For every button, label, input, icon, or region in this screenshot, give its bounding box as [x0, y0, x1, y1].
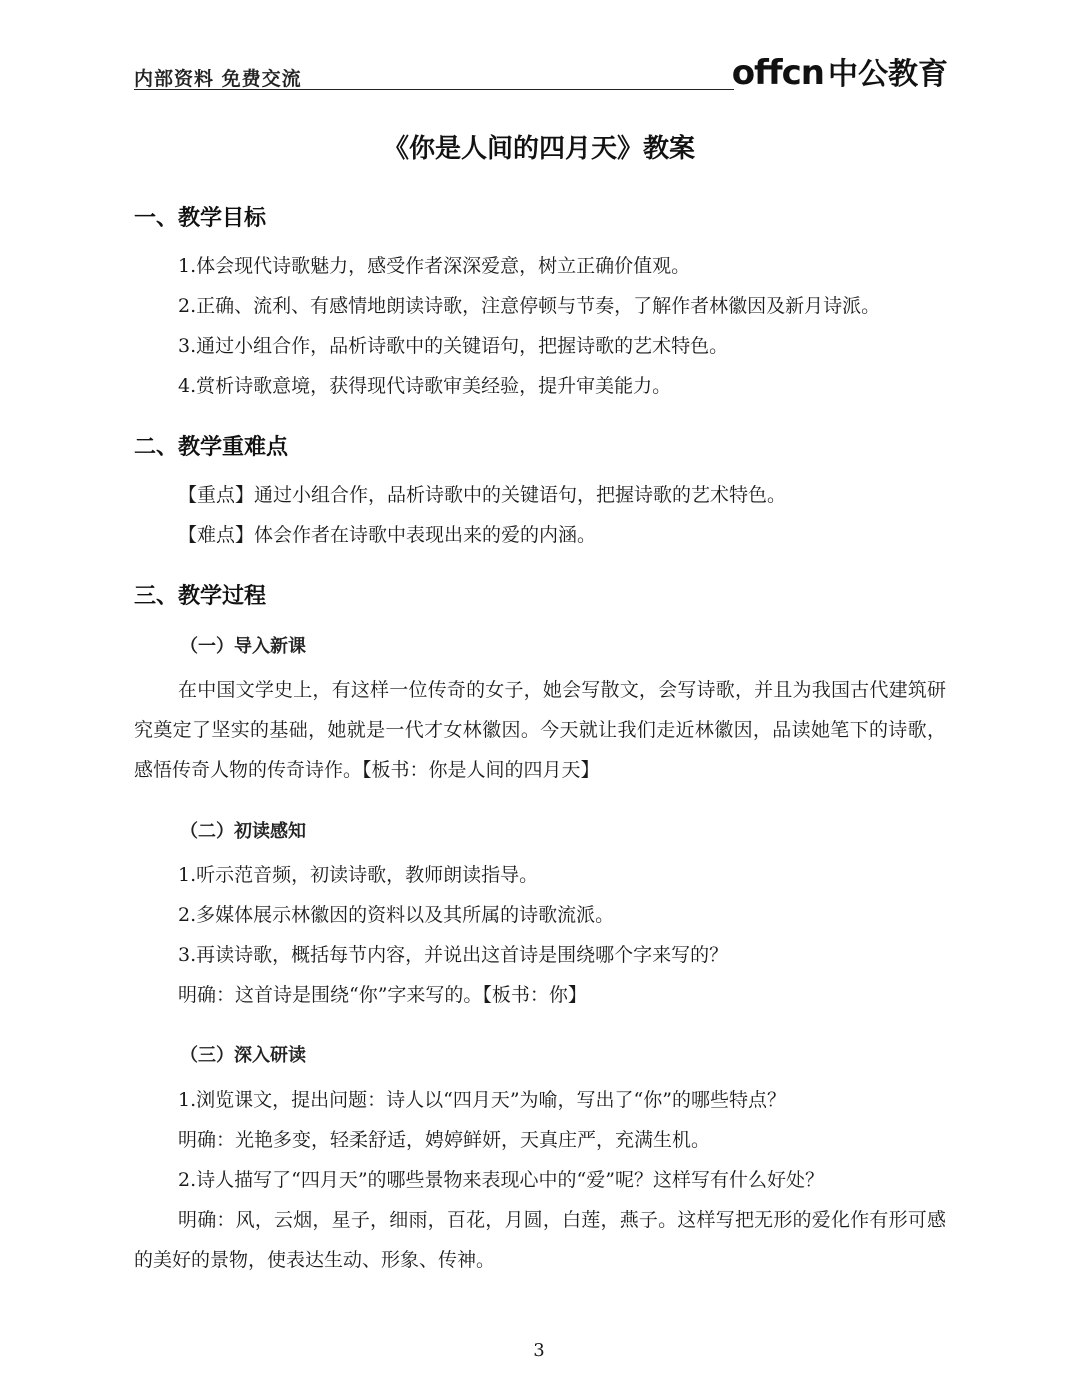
objective-item: 1.体会现代诗歌魅力，感受作者深深爱意，树立正确价值观。	[178, 255, 691, 277]
subsection-heading-deep-reading: （三）深入研读	[180, 1045, 306, 1066]
logo-chinese: 中公教育	[828, 57, 948, 92]
document-title: 《你是人间的四月天》教案	[382, 134, 695, 164]
key-point-item: 【重点】通过小组合作，品析诗歌中的关键语句，把握诗歌的艺术特色。	[178, 484, 787, 506]
objective-item: 2.正确、流利、有感情地朗读诗歌，注意停顿与节奏，了解作者林徽因及新月诗派。	[178, 295, 881, 317]
difficulty-item: 【难点】体会作者在诗歌中表现出来的爱的内涵。	[178, 524, 597, 546]
objective-item: 4.赏析诗歌意境，获得现代诗歌审美经验，提升审美能力。	[178, 375, 672, 397]
logo-wordmark: offcn	[731, 53, 824, 93]
header-divider	[134, 89, 734, 90]
section-heading-process: 三、教学过程	[134, 584, 267, 609]
answer-item: 明确：这首诗是围绕“你”字来写的。【板书：你】	[178, 984, 587, 1006]
answer-paragraph: 明确：风，云烟，星子，细雨，百花，月圆，白莲，燕子。这样写把无形的爱化作有形可感的美好的景物，使表达生动、形象、传神。	[134, 1209, 946, 1271]
section-heading-objectives: 一、教学目标	[134, 206, 267, 231]
page-header	[134, 48, 948, 92]
offcn-logo	[731, 48, 948, 93]
section-heading-key-points: 二、教学重难点	[134, 435, 289, 460]
list-item: 1.听示范音频，初读诗歌，教师朗读指导。	[178, 864, 539, 886]
objective-item: 3.通过小组合作，品析诗歌中的关键语句，把握诗歌的艺术特色。	[178, 335, 729, 357]
page-number: 3	[533, 1340, 545, 1361]
subsection-heading-first-reading: （二）初读感知	[180, 821, 306, 842]
header-label: 内部资料 免费交流	[134, 68, 302, 90]
intro-paragraph: 在中国文学史上，有这样一位传奇的女子，她会写散文，会写诗歌，并且为我国古代建筑研究奠定了坚实的基础，她就是一代才女林徽因。今天就让我们走近林徽因，品读她笔下的诗歌，感悟传奇人物的传奇诗作。【板书：你是人间的四月天】	[134, 679, 946, 781]
subsection-heading-intro: （一）导入新课	[180, 636, 306, 657]
list-item: 1.浏览课文，提出问题：诗人以“四月天”为喻，写出了“你”的哪些特点？	[178, 1089, 786, 1111]
list-item: 2.多媒体展示林徽因的资料以及其所属的诗歌流派。	[178, 904, 615, 926]
answer-item: 明确：光艳多变，轻柔舒适，娉婷鲜妍，天真庄严，充满生机。	[178, 1129, 711, 1151]
list-item: 3.再读诗歌，概括每节内容，并说出这首诗是围绕哪个字来写的？	[178, 944, 729, 966]
list-item: 2.诗人描写了“四月天”的哪些景物来表现心中的“爱”呢？这样写有什么好处？	[178, 1169, 824, 1191]
